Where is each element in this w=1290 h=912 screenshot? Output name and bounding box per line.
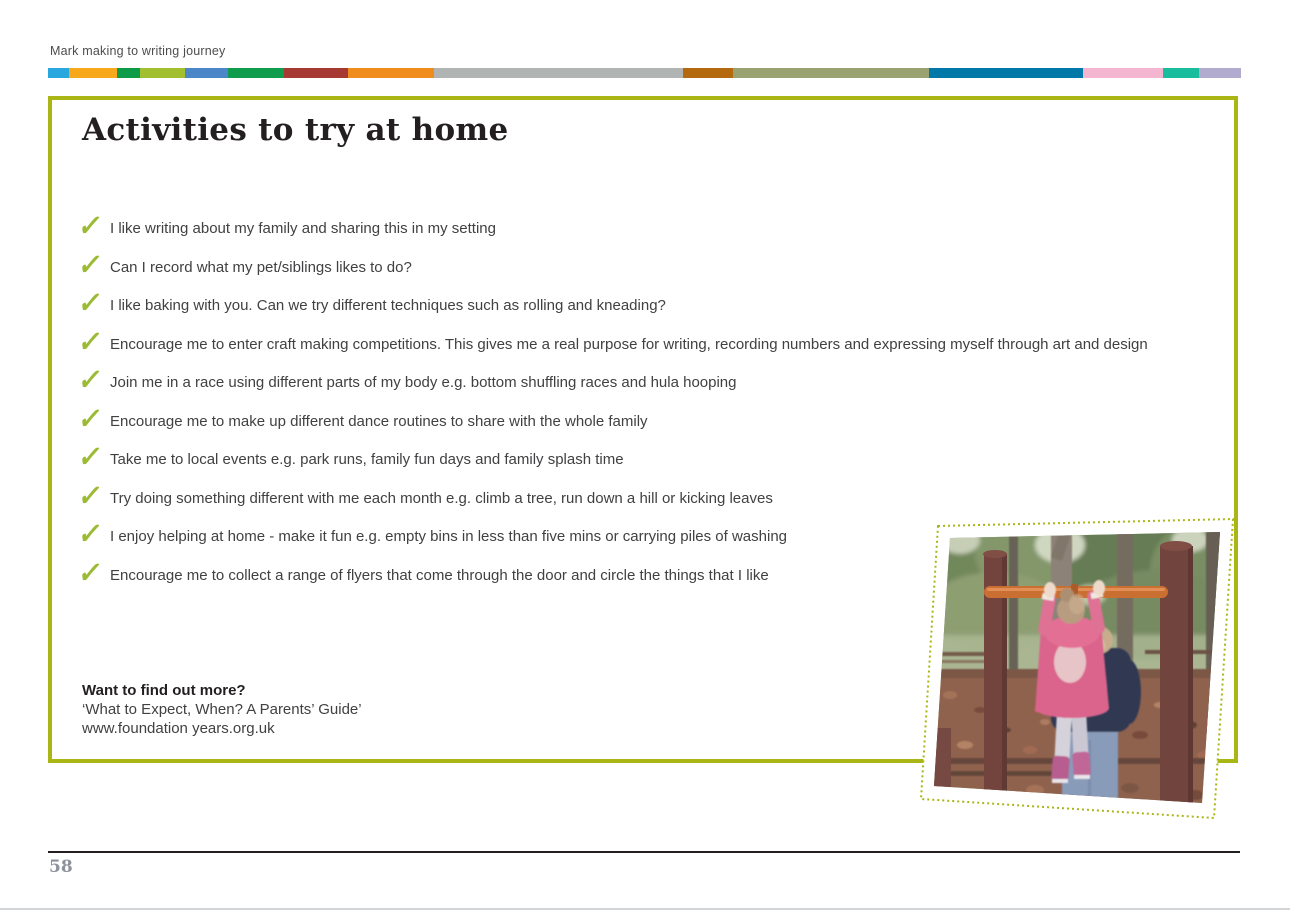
stripe-segment-gray [434,68,683,78]
checklist-item-text: Encourage me to collect a range of flyers that come through the door and circle the things that I like [110,566,769,584]
check-icon: ✓ [76,517,105,551]
checklist-item [76,286,1184,320]
page-number: 58 [49,857,73,877]
check-icon: ✓ [76,325,105,358]
stripe-segment-teal-green [1163,68,1199,78]
checklist-item-text: Take me to local events e.g. park runs, family fun days and family splash time [110,451,624,468]
more-info-heading: Want to find out more? [82,682,246,699]
stripe-segment-pink [1083,68,1163,78]
checklist-item [76,248,1184,281]
checklist-item-text: Encourage me to make up different dance routines to share with the whole family [110,412,648,430]
checklist-item [76,325,1184,358]
checklist-item-text: Encourage me to enter craft making competitions. This gives me a real purpose for writing, recording numbers and expressing myself through art and design [110,335,1148,353]
checklist-item-text: Try doing something different with me each month e.g. climb a tree, run down a hill or kicking leaves [110,489,773,507]
checklist-item-text: I like writing about my family and sharing this in my setting [110,220,496,237]
bottom-edge-line [0,908,1290,910]
stripe-segment-green-2 [228,68,284,78]
checklist-item-text: Can I record what my pet/siblings likes to do? [110,258,412,276]
stripe-segment-lavender [1199,68,1241,78]
check-icon: ✓ [76,248,105,281]
checklist-item [76,363,1184,397]
checklist-item [76,209,1184,243]
stripe-segment-ochre-brown [683,68,733,78]
stripe-segment-orange [348,68,434,78]
check-icon: ✓ [76,209,105,243]
footer-rule [48,851,1240,853]
checklist-item-text: Join me in a race using different parts of my body e.g. bottom shuffling races and hula hooping [110,374,737,391]
check-icon: ✓ [76,363,105,397]
more-info-guide-title: ‘What to Expect, When? A Parents’ Guide’ [82,701,362,718]
color-stripe [48,68,1241,78]
check-icon: ✓ [76,556,105,589]
stripe-segment-cyan [48,68,69,78]
stripe-segment-olive-sage [733,68,929,78]
stripe-segment-brick-red [284,68,348,78]
checklist-item-text: I enjoy helping at home - make it fun e.g. empty bins in less than five mins or carrying piles of washing [110,528,787,545]
check-icon: ✓ [76,479,105,512]
playground-photo [905,500,1250,830]
photo-scene [910,515,1250,820]
checklist-item [76,402,1184,435]
check-icon: ✓ [76,440,105,474]
stripe-segment-green [117,68,140,78]
page-title: Activities to try at home [82,112,509,148]
stripe-segment-yellow-green [140,68,185,78]
check-icon: ✓ [76,402,105,435]
stripe-segment-amber [69,68,117,78]
stripe-segment-teal-blue [929,68,1083,78]
header-label: Mark making to writing journey [50,44,226,58]
checklist-item [76,440,1184,474]
check-icon: ✓ [76,286,105,320]
checklist-item-text: I like baking with you. Can we try different techniques such as rolling and kneading? [110,297,666,314]
more-info-block [82,681,362,738]
foundation-years-link[interactable]: www.foundation years.org.uk [82,720,275,737]
stripe-segment-blue [185,68,228,78]
